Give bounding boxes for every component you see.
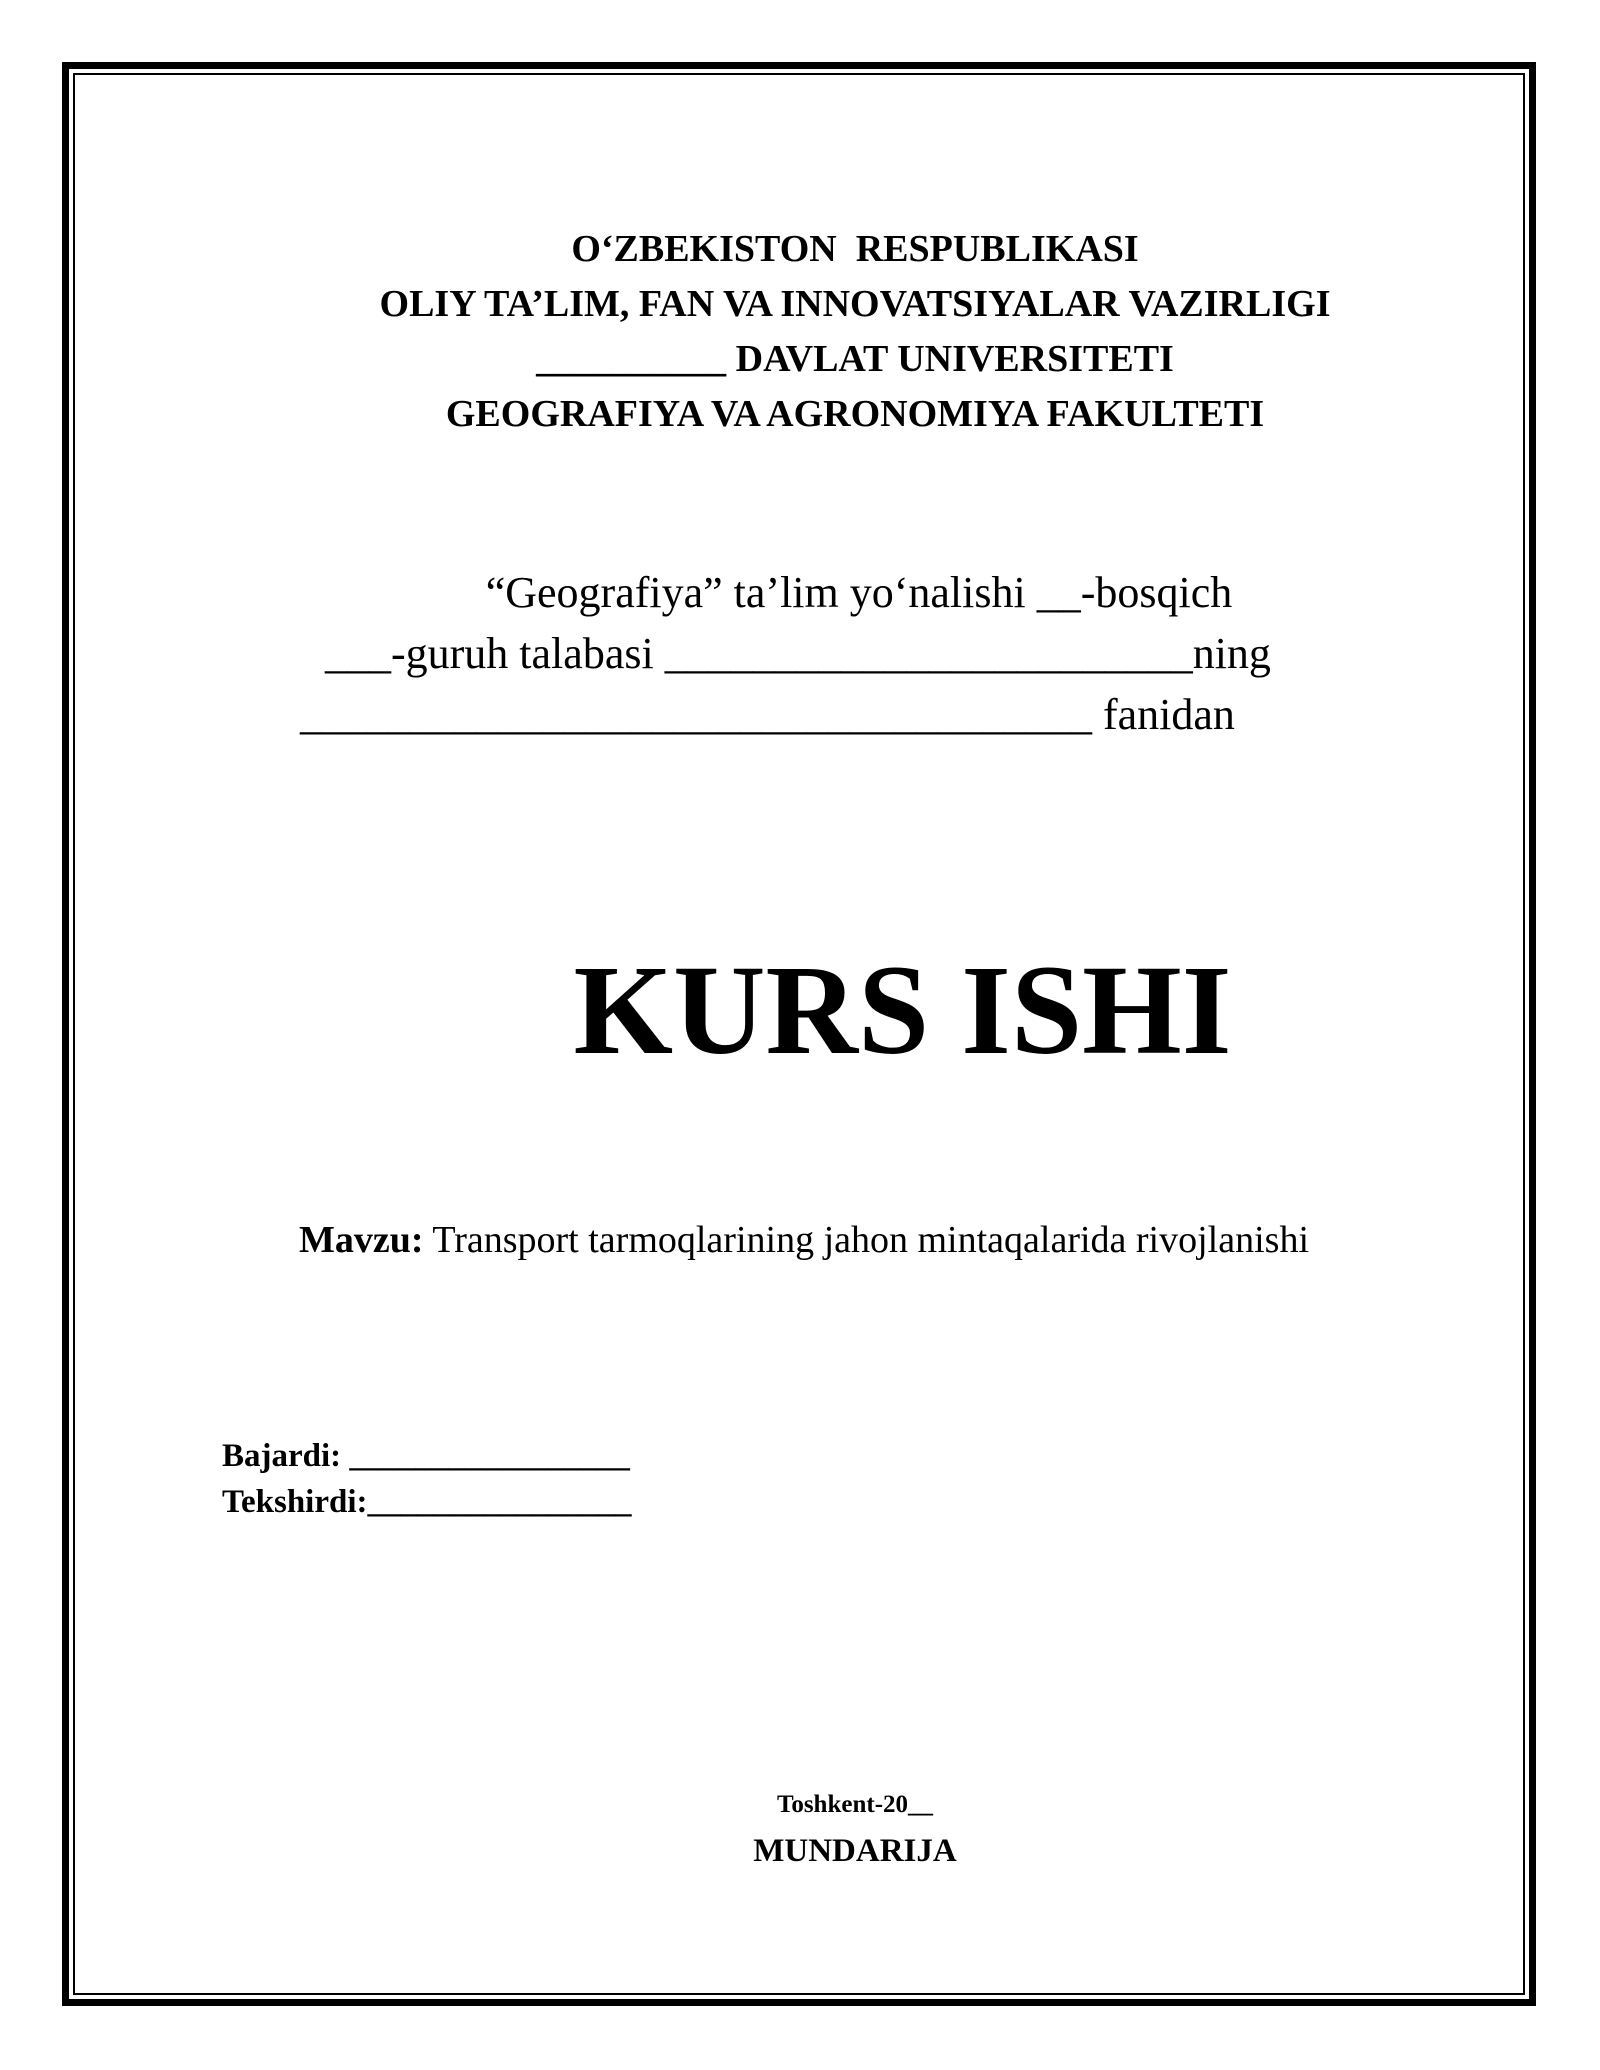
header-faculty: GEOGRAFIYA VA AGRONOMIYA FAKULTETI	[445, 393, 1265, 435]
student-info-subject: ____________________________________ fanidan	[300, 690, 1235, 739]
city-year: Toshkent-20__	[776, 1791, 934, 1818]
student-info-group: ___-guruh talabasi ________________________ning	[325, 629, 1271, 678]
topic-text: Transport tarmoqlarining jahon mintaqalarida rivojlanishi	[423, 1219, 1309, 1261]
student-info	[300, 562, 1410, 745]
topic-label: Mavzu:	[299, 1219, 424, 1261]
header-university: __________ DAVLAT UNIVERSITETI	[536, 338, 1174, 380]
topic-line	[299, 1215, 1499, 1265]
institution-header	[0, 222, 1600, 442]
signature-block	[222, 1433, 632, 1525]
header-ministry: OLIY TA’LIM, FAN VA INNOVATSIYALAR VAZIRLIGI	[379, 283, 1331, 325]
document-title: KURS ISHI	[573, 939, 1232, 1081]
student-info-direction: “Geografiya” ta’lim yo‘nalishi __-bosqich	[485, 568, 1233, 617]
contents-heading: MUNDARIJA	[753, 1833, 957, 1869]
header-country: O‘ZBEKISTON RESPUBLIKASI	[571, 228, 1139, 270]
signature-checked-by: Tekshirdi:________________	[222, 1484, 632, 1520]
signature-done-by: Bajardi: _________________	[222, 1438, 630, 1474]
